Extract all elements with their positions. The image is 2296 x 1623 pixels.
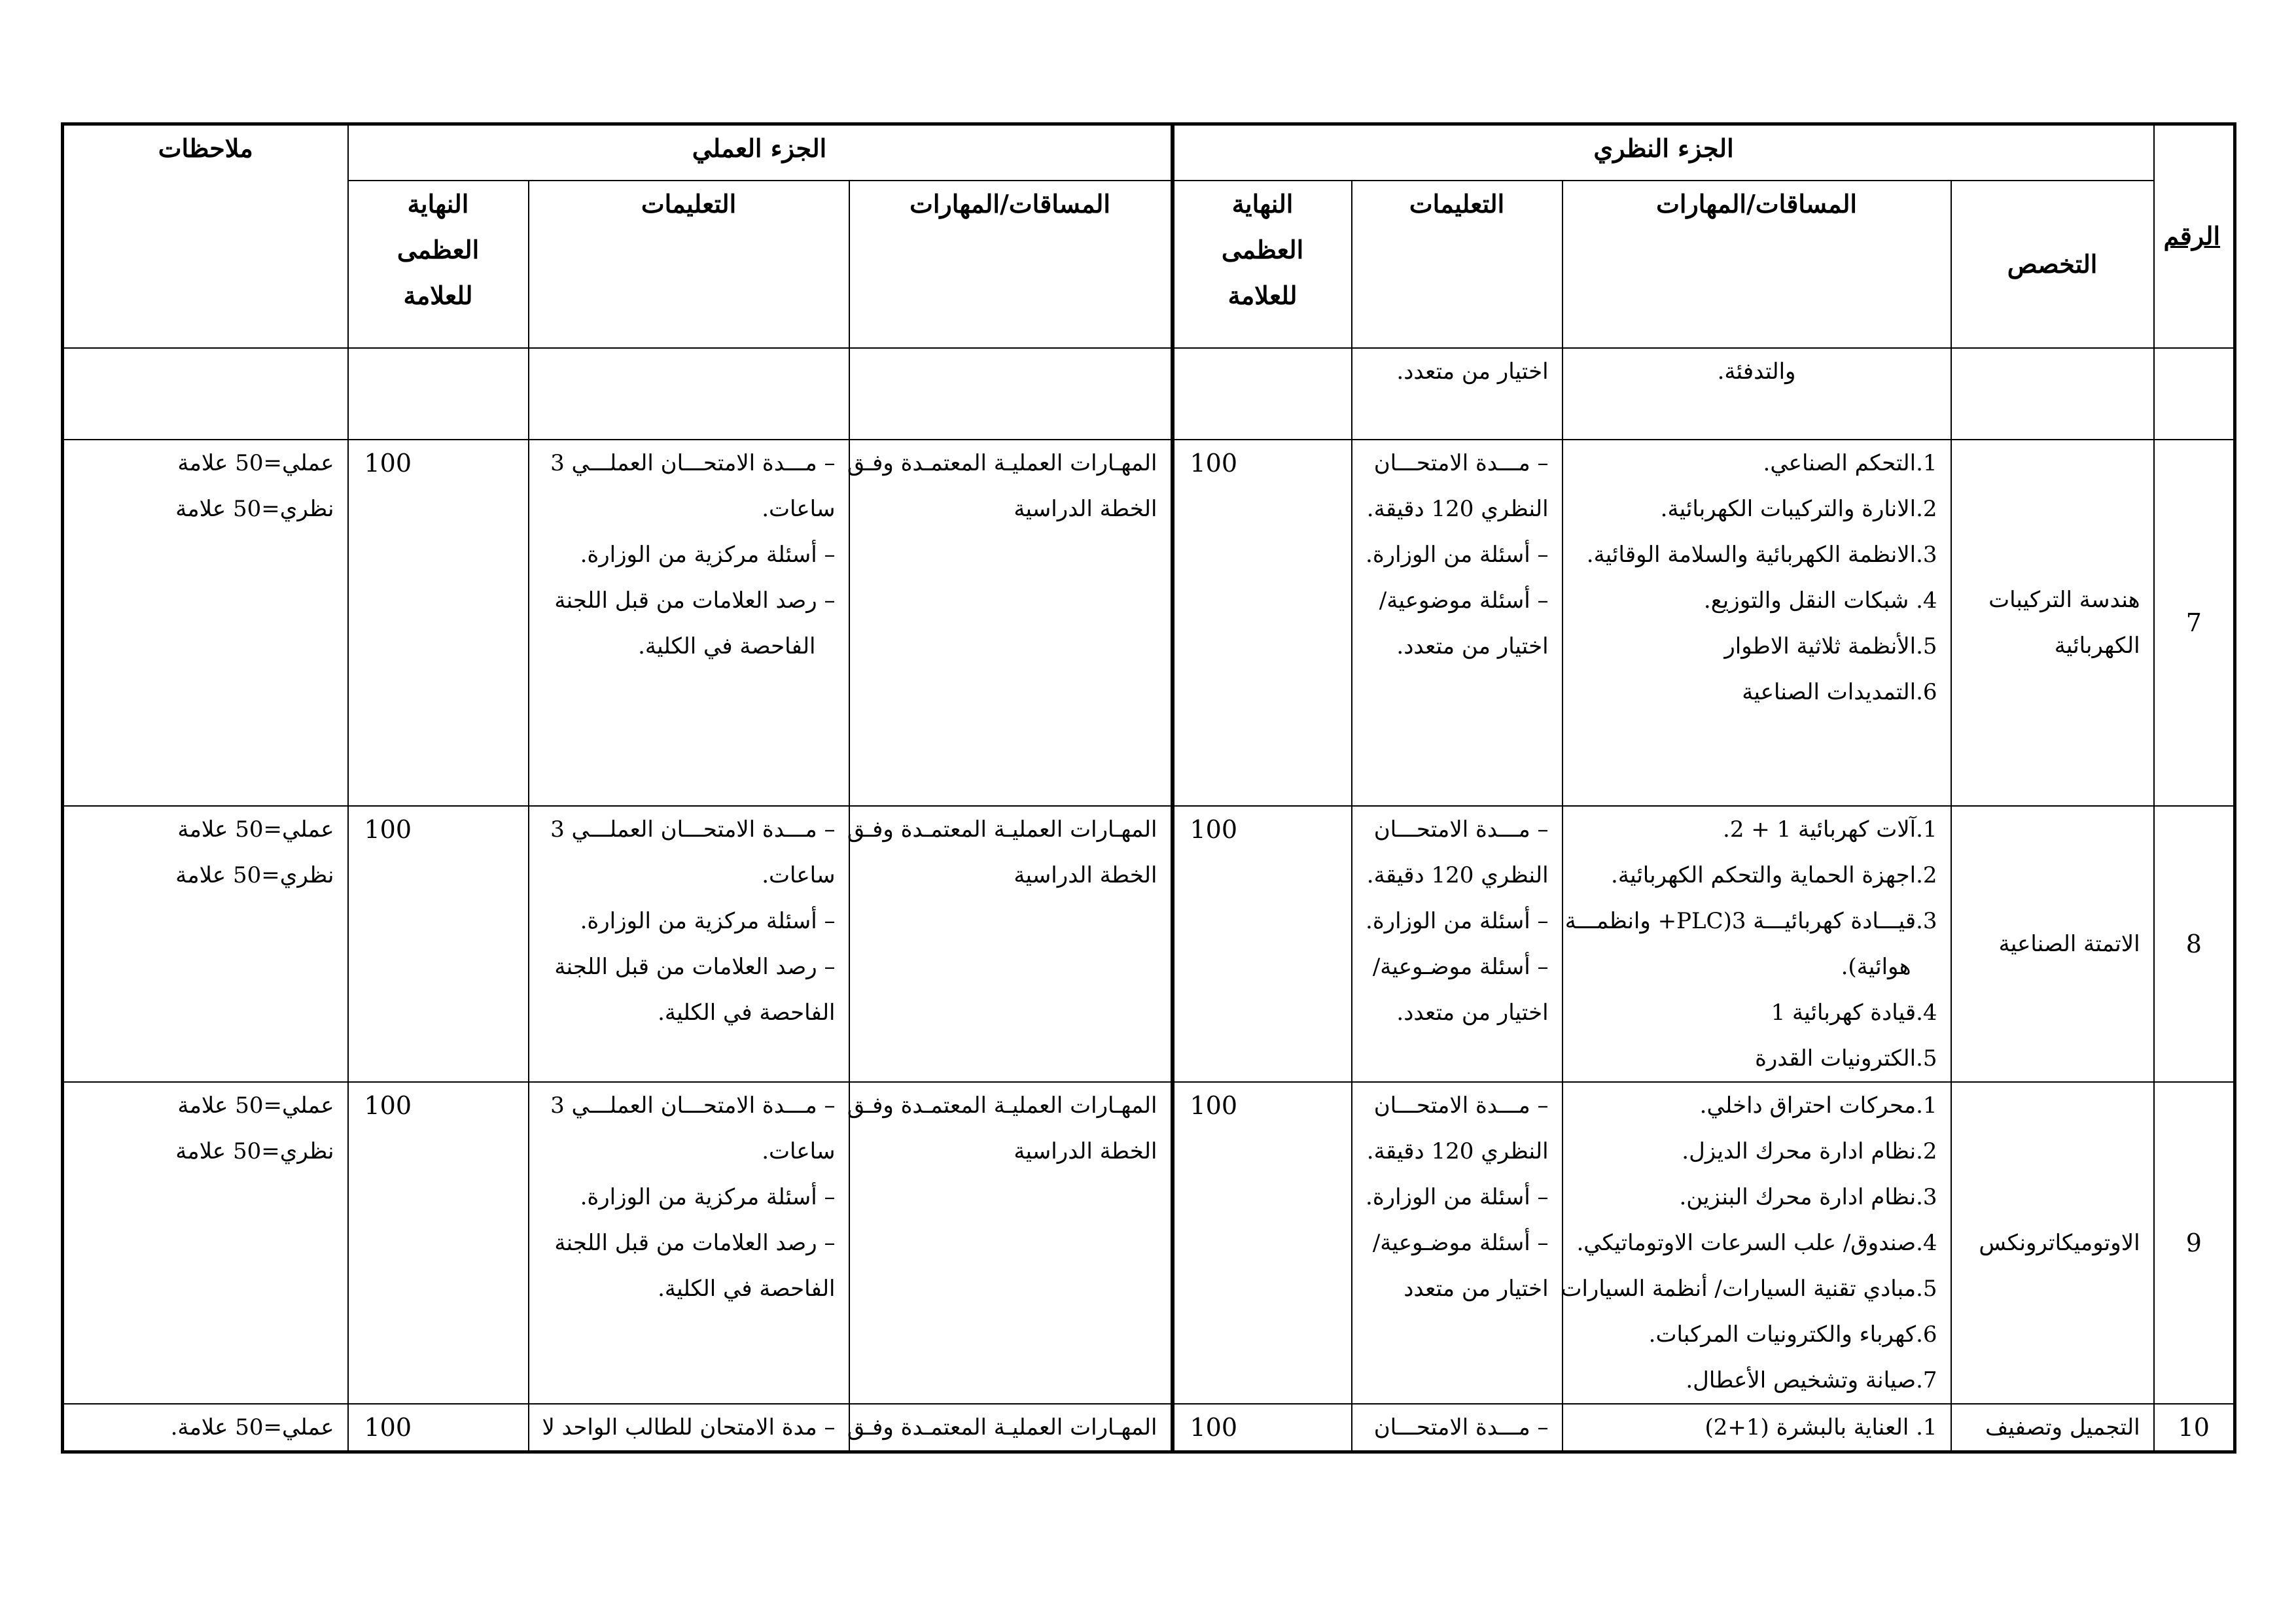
- row-number: 8: [2154, 806, 2235, 1082]
- header-row-groups: [63, 124, 2235, 181]
- practical-instructions-cell: – مـــدة الامتحـــان العملـــي 3 ساعات. – أسئلة مركزية من الوزارة. – رصد العلامات من قبل اللجنة الفاحصة في الكلية.: [529, 806, 849, 1082]
- theory-courses-cell: 1.آلات كهربائية 1 + 2. 2.اجهزة الحماية والتحكم الكهربائية. 3.قيـــادة كهربائيـــة 3(PLC+ وانظمـــة هوائية). 4.قيادة كهربائية 1 5.الكترونيات القدرة: [1563, 806, 1951, 1082]
- row-number: 10: [2154, 1404, 2235, 1452]
- notes-header: ملاحظات: [63, 124, 348, 348]
- table-row: [63, 1082, 2235, 1404]
- practical-max-cell: 100: [348, 806, 529, 1082]
- theory-instructions-cell: – مـــدة الامتحـــان النظري 120 دقيقة. – أسئلة من الوزارة. – أسئلة موضـوعية/ اختيار من متعدد.: [1352, 806, 1563, 1082]
- theory-max-cell: 100: [1173, 1082, 1352, 1404]
- table-row: [63, 1404, 2235, 1452]
- theory-max-cell: 100: [1173, 1404, 1352, 1452]
- practical-instructions-cell: – مدة الامتحان للطالب الواحد لا: [529, 1404, 849, 1452]
- specialty-cell: التجميل وتصفيف: [1951, 1404, 2154, 1452]
- practical-instructions-cell: – مـــدة الامتحـــان العملـــي 3 ساعات. – أسئلة مركزية من الوزارة. – رصد العلامات من قبل اللجنة الفاحصة في الكلية.: [529, 1082, 849, 1404]
- row-number: 7: [2154, 440, 2235, 806]
- practical-instructions-cell: – مـــدة الامتحـــان العملـــي 3 ساعات. – أسئلة مركزية من الوزارة. – رصد العلامات من قبل اللجنة الفاحصة في الكلية.: [529, 440, 849, 806]
- theory-instructions-cell: – مـــدة الامتحـــان النظري 120 دقيقة. – أسئلة من الوزارة. – أسئلة موضوعية/ اختيار من متعدد.: [1352, 440, 1563, 806]
- continuation-row: والتدفئة. اختيار من متعدد.: [63, 348, 2235, 440]
- practical-max-cell: 100: [348, 1404, 529, 1452]
- theory-max-cell: 100: [1173, 440, 1352, 806]
- theory-instructions-cell: – مـــدة الامتحـــان: [1352, 1404, 1563, 1452]
- practical-skills-cell: المهـارات العمليـة المعتمـدة وفـق: [849, 1404, 1173, 1452]
- practical-instructions-header: التعليمات: [529, 181, 849, 348]
- number-header: الرقم: [2154, 124, 2235, 348]
- practical-skills-header: المساقات/المهارات: [849, 181, 1173, 348]
- specialty-cell: هندسة التركيبات الكهربائية: [1951, 440, 2154, 806]
- theory-courses-header: المساقات/المهارات: [1563, 181, 1951, 348]
- notes-cell: عملي=50 علامة نظري=50 علامة: [63, 1082, 348, 1404]
- exam-specification-table: [61, 122, 2236, 1454]
- practical-header: الجزء العملي: [348, 124, 1173, 181]
- theory-instructions-header: التعليمات: [1352, 181, 1563, 348]
- row-number: 9: [2154, 1082, 2235, 1404]
- theory-courses-cell: 1. العناية بالبشرة (1+2): [1563, 1404, 1951, 1452]
- table-row: [63, 440, 2235, 806]
- theory-max-header: النهاية العظمى للعلامة: [1173, 181, 1352, 348]
- specialty-header: التخصص: [1951, 181, 2154, 348]
- practical-skills-cell: المهـارات العمليـة المعتمـدة وفـق الخطة الدراسية: [849, 1082, 1173, 1404]
- specialty-cell: الاوتوميكاترونكس: [1951, 1082, 2154, 1404]
- header-row-columns: [63, 181, 2235, 348]
- table-row: [63, 806, 2235, 1082]
- theoretical-header: الجزء النظري: [1173, 124, 2154, 181]
- theory-courses-cell: 1.محركات احتراق داخلي. 2.نظام ادارة محرك الديزل. 3.نظام ادارة محرك البنزين. 4.صندوق/ علب السرعات الاوتوماتيكي. 5.مبادي تقنية السيارات/ أنظمة السيارات 6.كهرباء والكترونيات المركبات. 7.صيانة وتشخيص الأعطال.: [1563, 1082, 1951, 1404]
- notes-cell: عملي=50 علامة.: [63, 1404, 348, 1452]
- theory-instructions-cell: – مـــدة الامتحـــان النظري 120 دقيقة. – أسئلة من الوزارة. – أسئلة موضـوعية/ اختيار من متعدد: [1352, 1082, 1563, 1404]
- practical-max-cell: 100: [348, 1082, 529, 1404]
- theory-courses-cell: 1.التحكم الصناعي. 2.الانارة والتركيبات الكهربائية. 3.الانظمة الكهربائية والسلامة الوقائية. 4. شبكات النقل والتوزيع. 5.الأنظمة ثلاثية الاطوار 6.التمديدات الصناعية: [1563, 440, 1951, 806]
- theory-max-cell: 100: [1173, 806, 1352, 1082]
- practical-skills-cell: المهـارات العمليـة المعتمـدة وفـق الخطة الدراسية: [849, 806, 1173, 1082]
- practical-skills-cell: المهـارات العمليـة المعتمـدة وفـق الخطة الدراسية: [849, 440, 1173, 806]
- notes-cell: عملي=50 علامة نظري=50 علامة: [63, 806, 348, 1082]
- specialty-cell: الاتمتة الصناعية: [1951, 806, 2154, 1082]
- practical-max-header: النهاية العظمى للعلامة: [348, 181, 529, 348]
- practical-max-cell: 100: [348, 440, 529, 806]
- notes-cell: عملي=50 علامة نظري=50 علامة: [63, 440, 348, 806]
